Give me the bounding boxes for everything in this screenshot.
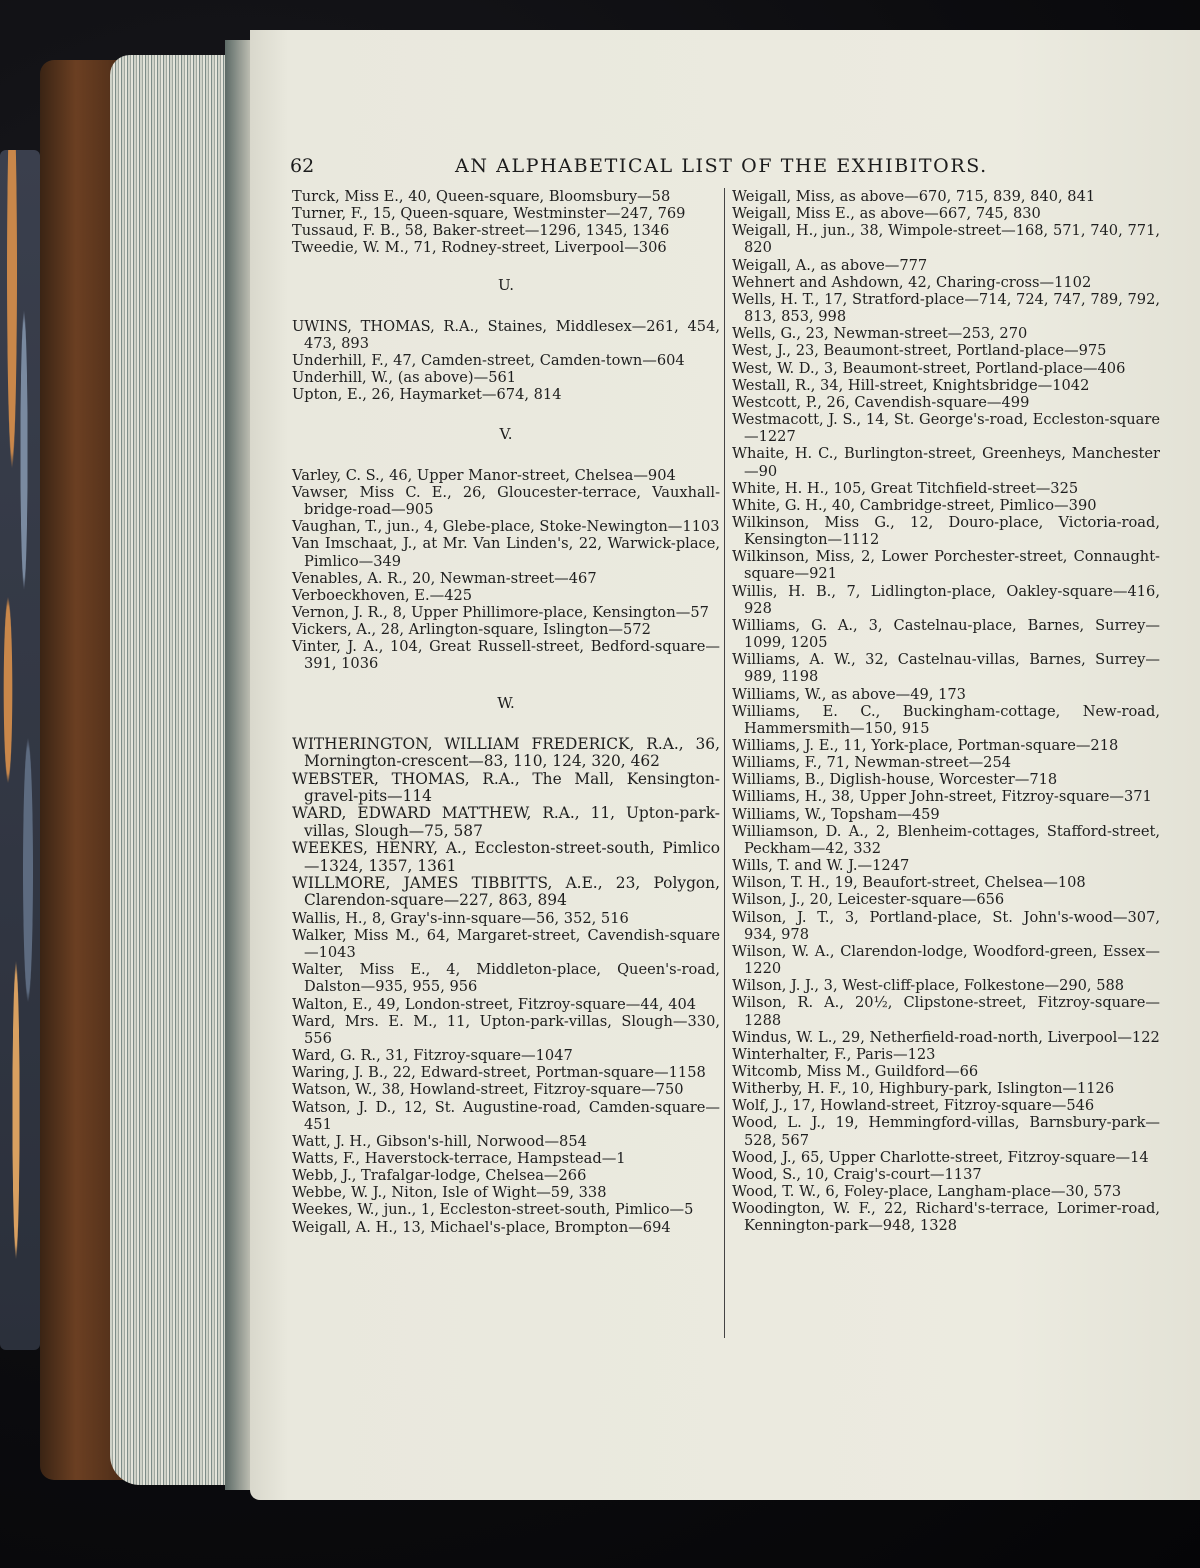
- page-block-edge: [110, 55, 240, 1485]
- exhibitor-entry: Waring, J. B., 22, Edward-street, Portman-square—1158: [292, 1064, 706, 1082]
- exhibitor-entry: Upton, E., 26, Haymarket—674, 814: [292, 386, 562, 404]
- exhibitor-entry: Vawser, Miss C. E., 26, Gloucester-terrace, Vauxhall-bridge-road—905: [292, 483, 720, 519]
- exhibitor-entry: Westmacott, J. S., 14, St. George's-road, Eccleston-square—1227: [732, 411, 1160, 446]
- exhibitor-entry: Wilson, J., 20, Leicester-square—656: [732, 891, 1005, 909]
- exhibitor-entry: West, W. D., 3, Beaumont-street, Portland-place—406: [732, 359, 1126, 377]
- exhibitor-entry: Van Imschaat, J., at Mr. Van Linden's, 22, Warwick-place, Pimlico—349: [292, 535, 720, 570]
- exhibitor-entry: Varley, C. S., 46, Upper Manor-street, Chelsea—904: [292, 466, 676, 484]
- exhibitor-entry: WEEKES, HENRY, A., Eccleston-street-south, Pimlico—1324, 1357, 1361: [292, 839, 720, 875]
- exhibitor-entry: Verboeckhoven, E.—425: [292, 586, 473, 604]
- exhibitor-entry: Williams, H., 38, Upper John-street, Fitzroy-square—371: [732, 788, 1152, 806]
- exhibitor-entry: Wilson, T. H., 19, Beaufort-street, Chelsea—108: [732, 874, 1086, 892]
- exhibitor-entry: Whaite, H. C., Burlington-street, Greenheys, Manchester—90: [732, 445, 1160, 480]
- exhibitor-entry: Wilkinson, Miss, 2, Lower Porchester-street, Connaught-square—921: [732, 548, 1160, 583]
- exhibitor-entry: Williams, A. W., 32, Castelnau-villas, Barnes, Surrey—989, 1198: [732, 651, 1160, 686]
- exhibitor-entry: Wilson, W. A., Clarendon-lodge, Woodford-green, Essex—1220: [732, 942, 1160, 978]
- exhibitor-entry: Turner, F., 15, Queen-square, Westminster—247, 769: [292, 205, 686, 223]
- exhibitor-entry: Vaughan, T., jun., 4, Glebe-place, Stoke-Newington—1103: [292, 518, 720, 536]
- section-letter-v: V.: [499, 424, 513, 443]
- exhibitor-entry: Williams, E. C., Buckingham-cottage, New-road, Hammersmith—150, 915: [732, 702, 1160, 737]
- group-w-academicians: [292, 736, 720, 910]
- exhibitor-entry: Underhill, W., (as above)—561: [292, 369, 517, 387]
- exhibitor-entry: WITHERINGTON, WILLIAM FREDERICK, R.A., 36, Mornington-crescent—83, 110, 124, 320, 462: [292, 734, 720, 771]
- exhibitor-entry: Weigall, Miss E., as above—667, 745, 830: [732, 205, 1041, 223]
- book-page: [250, 30, 1200, 1500]
- exhibitor-entry: WEBSTER, THOMAS, R.A., The Mall, Kensington-gravel-pits—114: [292, 769, 720, 805]
- exhibitor-entry: Weekes, W., jun., 1, Eccleston-street-south, Pimlico—5: [292, 1201, 694, 1219]
- exhibitor-entry: Watson, W., 38, Howland-street, Fitzroy-square—750: [292, 1081, 684, 1099]
- exhibitor-entry: Tweedie, W. M., 71, Rodney-street, Liverpool—306: [292, 239, 667, 257]
- exhibitor-entry: Ward, G. R., 31, Fitzroy-square—1047: [292, 1047, 573, 1065]
- exhibitor-entry: Webb, J., Trafalgar-lodge, Chelsea—266: [292, 1167, 587, 1185]
- exhibitor-entry: Witherby, H. F., 10, Highbury-park, Islington—1126: [732, 1080, 1115, 1098]
- exhibitor-entry: White, G. H., 40, Cambridge-street, Pimlico—390: [732, 496, 1097, 514]
- exhibitor-entry: Webbe, W. J., Niton, Isle of Wight—59, 338: [292, 1184, 607, 1202]
- exhibitor-entry: Turck, Miss E., 40, Queen-square, Bloomsbury—58: [292, 188, 671, 205]
- exhibitor-entry: Woodington, W. F., 22, Richard's-terrace, Lorimer-road, Kennington-park—948, 1328: [732, 1200, 1160, 1235]
- exhibitor-entry: Williams, W., Topsham—459: [732, 805, 940, 823]
- exhibitor-entry: Wallis, H., 8, Gray's-inn-square—56, 352, 516: [292, 909, 629, 927]
- group-t: [292, 188, 720, 257]
- exhibitor-entry: Walter, Miss E., 4, Middleton-place, Queen's-road, Dalston—935, 955, 956: [292, 961, 720, 996]
- exhibitor-entry: Witcomb, Miss M., Guildford—66: [732, 1062, 979, 1080]
- exhibitor-entry: Williams, F., 71, Newman-street—254: [732, 754, 1012, 772]
- section-letter-u: U.: [497, 275, 515, 294]
- exhibitor-entry: Williams, W., as above—49, 173: [732, 685, 966, 703]
- exhibitor-entry: Weigall, A., as above—777: [732, 256, 928, 274]
- exhibitor-entry: Weigall, A. H., 13, Michael's-place, Brompton—694: [292, 1218, 671, 1236]
- group-v: [292, 467, 720, 673]
- exhibitor-entry: Vernon, J. R., 8, Upper Phillimore-place, Kensington—57: [292, 603, 709, 621]
- group-w: [292, 910, 720, 1236]
- exhibitor-entry: Wilkinson, Miss G., 12, Douro-place, Victoria-road, Kensington—1112: [732, 513, 1160, 549]
- exhibitor-entry: UWINS, THOMAS, R.A., Staines, Middlesex—261, 454, 473, 893: [292, 317, 720, 352]
- exhibitor-entry: Weigall, H., jun., 38, Wimpole-street—168, 571, 740, 771, 820: [732, 222, 1160, 257]
- exhibitor-entry: Walker, Miss M., 64, Margaret-street, Cavendish-square—1043: [292, 926, 720, 962]
- exhibitor-entry: Watt, J. H., Gibson's-hill, Norwood—854: [292, 1132, 587, 1150]
- exhibitor-entry: Wood, J., 65, Upper Charlotte-street, Fitzroy-square—14: [732, 1148, 1149, 1166]
- marbled-endpaper: [0, 150, 40, 1350]
- exhibitor-entry: Wills, T. and W. J.—1247: [732, 857, 910, 875]
- exhibitor-entry: WARD, EDWARD MATTHEW, R.A., 11, Upton-park-villas, Slough—75, 587: [292, 804, 720, 840]
- exhibitor-entry: Venables, A. R., 20, Newman-street—467: [292, 569, 597, 587]
- exhibitor-entry: Watson, J. D., 12, St. Augustine-road, Camden-square—451: [292, 1098, 720, 1133]
- group-u: [292, 318, 720, 404]
- exhibitor-entry: Ward, Mrs. E. M., 11, Upton-park-villas, Slough—330, 556: [292, 1012, 720, 1047]
- exhibitor-entry: Wood, S., 10, Craig's-court—1137: [732, 1165, 982, 1183]
- exhibitor-entry: Westall, R., 34, Hill-street, Knightsbridge—1042: [732, 376, 1090, 394]
- exhibitor-entry: Vickers, A., 28, Arlington-square, Islington—572: [292, 621, 651, 639]
- exhibitor-entry: Tussaud, F. B., 58, Baker-street—1296, 1345, 1346: [292, 222, 670, 240]
- exhibitor-entry: Willis, H. B., 7, Lidlington-place, Oakley-square—416, 928: [732, 582, 1160, 617]
- exhibitor-entry: Winterhalter, F., Paris—123: [732, 1045, 936, 1063]
- exhibitor-entry: Wilson, J. J., 3, West-cliff-place, Folkestone—290, 588: [732, 977, 1125, 995]
- right-column: [732, 188, 1160, 1235]
- exhibitor-entry: Wells, H. T., 17, Stratford-place—714, 724, 747, 789, 792, 813, 853, 998: [732, 290, 1160, 326]
- exhibitor-entry: Williams, G. A., 3, Castelnau-place, Barnes, Surrey—1099, 1205: [732, 616, 1160, 652]
- exhibitor-entry: Wood, T. W., 6, Foley-place, Langham-place—30, 573: [732, 1183, 1122, 1201]
- left-column: [292, 188, 720, 1236]
- group-w-continued: [732, 188, 1160, 1235]
- exhibitor-entry: Watts, F., Haverstock-terrace, Hampstead—1: [292, 1150, 626, 1167]
- exhibitor-entry: Williamson, D. A., 2, Blenheim-cottages, Stafford-street, Peckham—42, 332: [732, 822, 1160, 857]
- exhibitor-entry: Wilson, R. A., 20½, Clipstone-street, Fitzroy-square—1288: [732, 994, 1160, 1029]
- exhibitor-entry: Wood, L. J., 19, Hemmingford-villas, Barnsbury-park—528, 567: [732, 1114, 1160, 1149]
- exhibitor-entry: Windus, W. L., 29, Netherfield-road-north, Liverpool—122: [732, 1028, 1160, 1046]
- exhibitor-entry: Wolf, J., 17, Howland-street, Fitzroy-square—546: [732, 1097, 1095, 1115]
- running-head: AN ALPHABETICAL LIST OF THE EXHIBITORS.: [455, 155, 988, 177]
- exhibitor-entry: WILLMORE, JAMES TIBBITTS, A.E., 23, Polygon, Clarendon-square—227, 863, 894: [292, 874, 720, 910]
- exhibitor-entry: Wehnert and Ashdown, 42, Charing-cross—1102: [732, 273, 1092, 291]
- page-number: 62: [290, 155, 315, 177]
- exhibitor-entry: Williams, J. E., 11, York-place, Portman-square—218: [732, 737, 1119, 754]
- exhibitor-entry: West, J., 23, Beaumont-street, Portland-place—975: [732, 342, 1107, 360]
- exhibitor-entry: Westcott, P., 26, Cavendish-square—499: [732, 393, 1030, 411]
- exhibitor-entry: Wells, G., 23, Newman-street—253, 270: [732, 325, 1028, 343]
- exhibitor-entry: Vinter, J. A., 104, Great Russell-street, Bedford-square—391, 1036: [292, 638, 720, 673]
- column-rule: [724, 188, 725, 1338]
- exhibitor-entry: Underhill, F., 47, Camden-street, Camden-town—604: [292, 352, 685, 370]
- exhibitor-entry: Walton, E., 49, London-street, Fitzroy-square—44, 404: [292, 995, 697, 1013]
- exhibitor-entry: Wilson, J. T., 3, Portland-place, St. John's-wood—307, 934, 978: [732, 908, 1160, 943]
- exhibitor-entry: Williams, B., Diglish-house, Worcester—718: [732, 771, 1058, 789]
- exhibitor-entry: White, H. H., 105, Great Titchfield-street—325: [732, 479, 1079, 497]
- section-letter-w: W.: [497, 693, 515, 712]
- exhibitor-entry: Weigall, Miss, as above—670, 715, 839, 840, 841: [732, 188, 1096, 205]
